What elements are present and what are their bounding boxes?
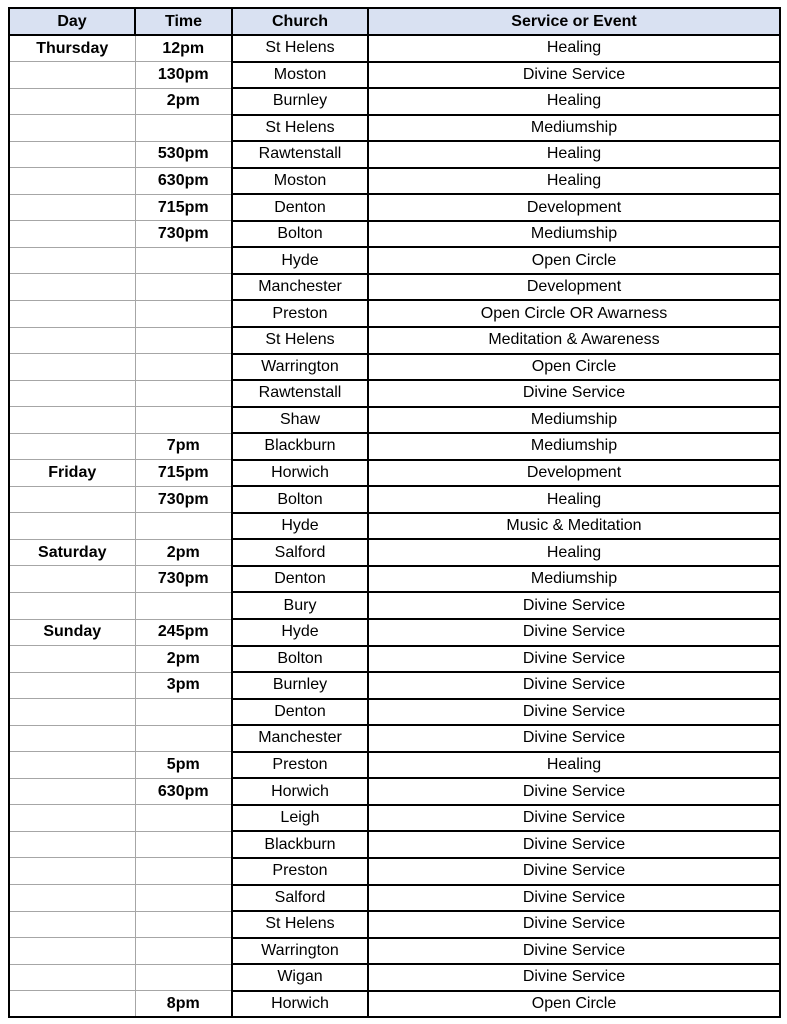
day-cell — [9, 327, 135, 354]
table-row — [9, 354, 780, 381]
church-cell: Leigh — [232, 805, 368, 832]
service-cell: Divine Service — [368, 672, 780, 699]
service-cell: Healing — [368, 141, 780, 168]
church-cell: Blackburn — [232, 831, 368, 858]
church-cell: Horwich — [232, 460, 368, 487]
church-cell: Warrington — [232, 354, 368, 381]
service-cell: Healing — [368, 486, 780, 513]
time-cell: 12pm — [135, 35, 232, 62]
table-row — [9, 513, 780, 540]
day-cell — [9, 221, 135, 248]
day-cell — [9, 62, 135, 89]
table-row — [9, 88, 780, 115]
header-time: Time — [135, 8, 232, 35]
time-cell — [135, 407, 232, 434]
church-cell: Hyde — [232, 247, 368, 274]
service-cell: Divine Service — [368, 885, 780, 912]
day-cell — [9, 699, 135, 726]
table-row — [9, 407, 780, 434]
service-cell: Divine Service — [368, 62, 780, 89]
time-cell — [135, 327, 232, 354]
church-cell: Manchester — [232, 274, 368, 301]
time-cell: 2pm — [135, 646, 232, 673]
day-cell — [9, 778, 135, 805]
table-row — [9, 168, 780, 195]
time-cell — [135, 274, 232, 301]
table-row — [9, 35, 780, 62]
table-row — [9, 831, 780, 858]
table-row — [9, 380, 780, 407]
table-row — [9, 460, 780, 487]
time-cell: 130pm — [135, 62, 232, 89]
time-cell — [135, 911, 232, 938]
church-cell: St Helens — [232, 115, 368, 142]
service-cell: Development — [368, 460, 780, 487]
service-cell: Healing — [368, 539, 780, 566]
day-cell — [9, 88, 135, 115]
service-cell: Healing — [368, 752, 780, 779]
church-cell: Preston — [232, 752, 368, 779]
time-cell — [135, 380, 232, 407]
time-cell: 7pm — [135, 433, 232, 460]
day-cell — [9, 911, 135, 938]
service-cell: Divine Service — [368, 646, 780, 673]
service-cell: Divine Service — [368, 778, 780, 805]
church-cell: Moston — [232, 168, 368, 195]
church-cell: Shaw — [232, 407, 368, 434]
table-row — [9, 858, 780, 885]
day-cell — [9, 433, 135, 460]
church-cell: Horwich — [232, 991, 368, 1018]
church-cell: Preston — [232, 858, 368, 885]
service-cell: Meditation & Awareness — [368, 327, 780, 354]
day-cell — [9, 885, 135, 912]
church-cell: Rawtenstall — [232, 141, 368, 168]
time-cell — [135, 938, 232, 965]
day-cell — [9, 725, 135, 752]
church-cell: St Helens — [232, 35, 368, 62]
time-cell: 630pm — [135, 168, 232, 195]
service-cell: Divine Service — [368, 858, 780, 885]
service-cell: Development — [368, 274, 780, 301]
time-cell: 730pm — [135, 486, 232, 513]
time-cell — [135, 115, 232, 142]
day-cell — [9, 991, 135, 1018]
time-cell — [135, 725, 232, 752]
time-cell: 8pm — [135, 991, 232, 1018]
church-cell: Bolton — [232, 646, 368, 673]
church-cell: Blackburn — [232, 433, 368, 460]
table-row — [9, 619, 780, 646]
service-cell: Healing — [368, 88, 780, 115]
day-cell — [9, 938, 135, 965]
time-cell — [135, 300, 232, 327]
table-row — [9, 592, 780, 619]
table-row — [9, 699, 780, 726]
table-row — [9, 115, 780, 142]
church-cell: Denton — [232, 699, 368, 726]
day-cell — [9, 805, 135, 832]
service-cell: Open Circle — [368, 247, 780, 274]
church-cell: Denton — [232, 194, 368, 221]
time-cell: 2pm — [135, 539, 232, 566]
table-row — [9, 327, 780, 354]
table-row — [9, 194, 780, 221]
table-row — [9, 752, 780, 779]
church-cell: Hyde — [232, 513, 368, 540]
time-cell — [135, 354, 232, 381]
table-row — [9, 300, 780, 327]
header-day: Day — [9, 8, 135, 35]
service-cell: Mediumship — [368, 433, 780, 460]
time-cell: 530pm — [135, 141, 232, 168]
service-cell: Open Circle — [368, 991, 780, 1018]
day-cell — [9, 168, 135, 195]
time-cell — [135, 592, 232, 619]
service-cell: Mediumship — [368, 407, 780, 434]
church-cell: Wigan — [232, 964, 368, 991]
day-cell — [9, 513, 135, 540]
time-cell: 715pm — [135, 194, 232, 221]
table-row — [9, 566, 780, 593]
table-row — [9, 433, 780, 460]
table-row — [9, 486, 780, 513]
day-cell — [9, 858, 135, 885]
time-cell: 630pm — [135, 778, 232, 805]
service-cell: Divine Service — [368, 938, 780, 965]
service-cell: Divine Service — [368, 964, 780, 991]
time-cell: 715pm — [135, 460, 232, 487]
table-row — [9, 885, 780, 912]
time-cell — [135, 831, 232, 858]
day-cell — [9, 672, 135, 699]
time-cell — [135, 964, 232, 991]
church-cell: St Helens — [232, 911, 368, 938]
church-cell: Bolton — [232, 221, 368, 248]
day-cell — [9, 407, 135, 434]
church-cell: Bury — [232, 592, 368, 619]
day-cell — [9, 354, 135, 381]
service-cell: Divine Service — [368, 911, 780, 938]
time-cell: 245pm — [135, 619, 232, 646]
day-cell — [9, 592, 135, 619]
church-cell: Burnley — [232, 672, 368, 699]
header-row — [9, 8, 780, 35]
time-cell — [135, 513, 232, 540]
table-row — [9, 778, 780, 805]
time-cell: 2pm — [135, 88, 232, 115]
church-cell: Preston — [232, 300, 368, 327]
day-cell: Saturday — [9, 539, 135, 566]
time-cell: 5pm — [135, 752, 232, 779]
time-cell — [135, 247, 232, 274]
time-cell — [135, 885, 232, 912]
table-row — [9, 62, 780, 89]
service-cell: Mediumship — [368, 115, 780, 142]
schedule-table — [8, 7, 781, 1018]
church-cell: Hyde — [232, 619, 368, 646]
table-row — [9, 221, 780, 248]
table-row — [9, 725, 780, 752]
day-cell — [9, 141, 135, 168]
church-cell: Manchester — [232, 725, 368, 752]
service-cell: Mediumship — [368, 566, 780, 593]
table-row — [9, 274, 780, 301]
service-cell: Divine Service — [368, 831, 780, 858]
church-cell: Moston — [232, 62, 368, 89]
church-cell: St Helens — [232, 327, 368, 354]
table-row — [9, 141, 780, 168]
table-row — [9, 247, 780, 274]
service-cell: Music & Meditation — [368, 513, 780, 540]
church-cell: Burnley — [232, 88, 368, 115]
table-row — [9, 805, 780, 832]
church-cell: Salford — [232, 885, 368, 912]
time-cell — [135, 858, 232, 885]
day-cell — [9, 646, 135, 673]
table-row — [9, 646, 780, 673]
day-cell — [9, 752, 135, 779]
church-cell: Bolton — [232, 486, 368, 513]
church-cell: Horwich — [232, 778, 368, 805]
day-cell — [9, 300, 135, 327]
day-cell — [9, 380, 135, 407]
day-cell: Thursday — [9, 35, 135, 62]
service-cell: Open Circle OR Awarness — [368, 300, 780, 327]
service-cell: Open Circle — [368, 354, 780, 381]
time-cell — [135, 805, 232, 832]
table-row — [9, 991, 780, 1018]
day-cell — [9, 566, 135, 593]
service-cell: Divine Service — [368, 380, 780, 407]
church-cell: Salford — [232, 539, 368, 566]
day-cell — [9, 247, 135, 274]
day-cell — [9, 274, 135, 301]
schedule-body — [9, 35, 780, 1017]
service-cell: Healing — [368, 168, 780, 195]
day-cell — [9, 964, 135, 991]
church-cell: Denton — [232, 566, 368, 593]
church-cell: Warrington — [232, 938, 368, 965]
table-row — [9, 911, 780, 938]
service-cell: Mediumship — [368, 221, 780, 248]
service-cell: Divine Service — [368, 619, 780, 646]
table-row — [9, 539, 780, 566]
time-cell — [135, 699, 232, 726]
day-cell — [9, 831, 135, 858]
day-cell — [9, 115, 135, 142]
header-service: Service or Event — [368, 8, 780, 35]
service-cell: Divine Service — [368, 805, 780, 832]
time-cell: 730pm — [135, 566, 232, 593]
table-row — [9, 938, 780, 965]
service-cell: Divine Service — [368, 725, 780, 752]
service-cell: Divine Service — [368, 699, 780, 726]
table-row — [9, 964, 780, 991]
day-cell — [9, 194, 135, 221]
service-cell: Development — [368, 194, 780, 221]
table-row — [9, 672, 780, 699]
day-cell: Friday — [9, 460, 135, 487]
time-cell: 730pm — [135, 221, 232, 248]
church-cell: Rawtenstall — [232, 380, 368, 407]
service-cell: Healing — [368, 35, 780, 62]
time-cell: 3pm — [135, 672, 232, 699]
service-cell: Divine Service — [368, 592, 780, 619]
day-cell — [9, 486, 135, 513]
day-cell: Sunday — [9, 619, 135, 646]
header-church: Church — [232, 8, 368, 35]
